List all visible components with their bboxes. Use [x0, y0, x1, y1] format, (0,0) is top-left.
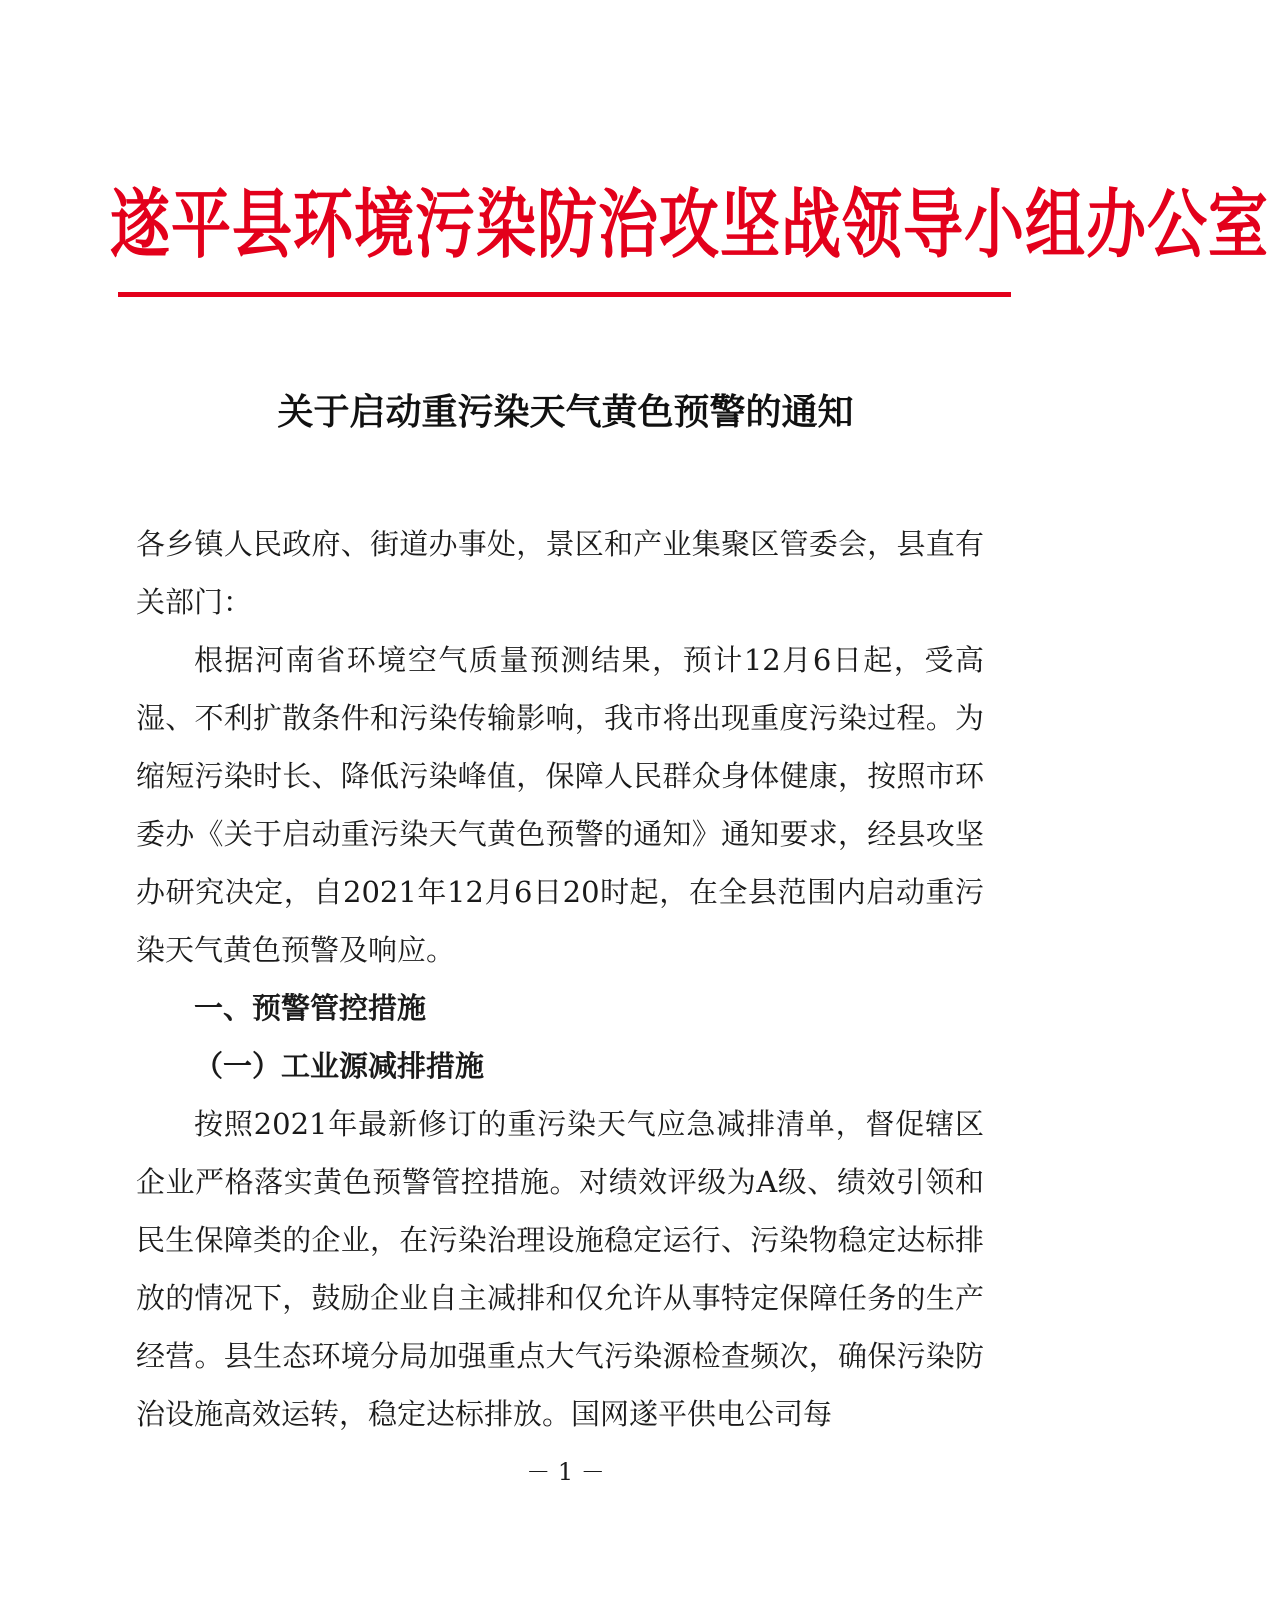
letterhead-red-divider [118, 292, 1011, 297]
body-paragraph: 按照2021年最新修订的重污染天气应急减排清单，督促辖区企业严格落实黄色预警管控措施。对绩效评级为A级、绩效引领和民生保障类的企业，在污染治理设施稳定运行、污染物稳定达标排放的情况下，鼓励企业自主减排和仅允许从事特定保障任务的生产经营。县生态环境分局加强重点大气污染源检查频次，确保污染防治设施高效运转，稳定达标排放。国网遂平供电公司每 [136, 1107, 984, 1431]
body-paragraph: 根据河南省环境空气质量预测结果，预计12月6日起，受高湿、不利扩散条件和污染传输影响，我市将出现重度污染过程。为缩短污染时长、降低污染峰值，保障人民群众身体健康，按照市环委办《关于启动重污染天气黄色预警的通知》通知要求，经县攻坚办研究决定，自2021年12月6日20时起，在全县范围内启动重污染天气黄色预警及响应。 [136, 643, 984, 967]
subsection-heading: （一）工业源减排措施 [194, 1049, 485, 1083]
document-body [136, 515, 984, 1443]
page-number: － 1 － [526, 1458, 605, 1486]
letterhead-org-name: 遂平县环境污染防治攻坚战领导小组办公室 [110, 181, 1269, 270]
section-heading: 一、预警管控措施 [194, 991, 427, 1025]
document-title: 关于启动重污染天气黄色预警的通知 [277, 391, 854, 433]
addressee-line: 各乡镇人民政府、街道办事处，景区和产业集聚区管委会，县直有关部门： [136, 527, 984, 619]
